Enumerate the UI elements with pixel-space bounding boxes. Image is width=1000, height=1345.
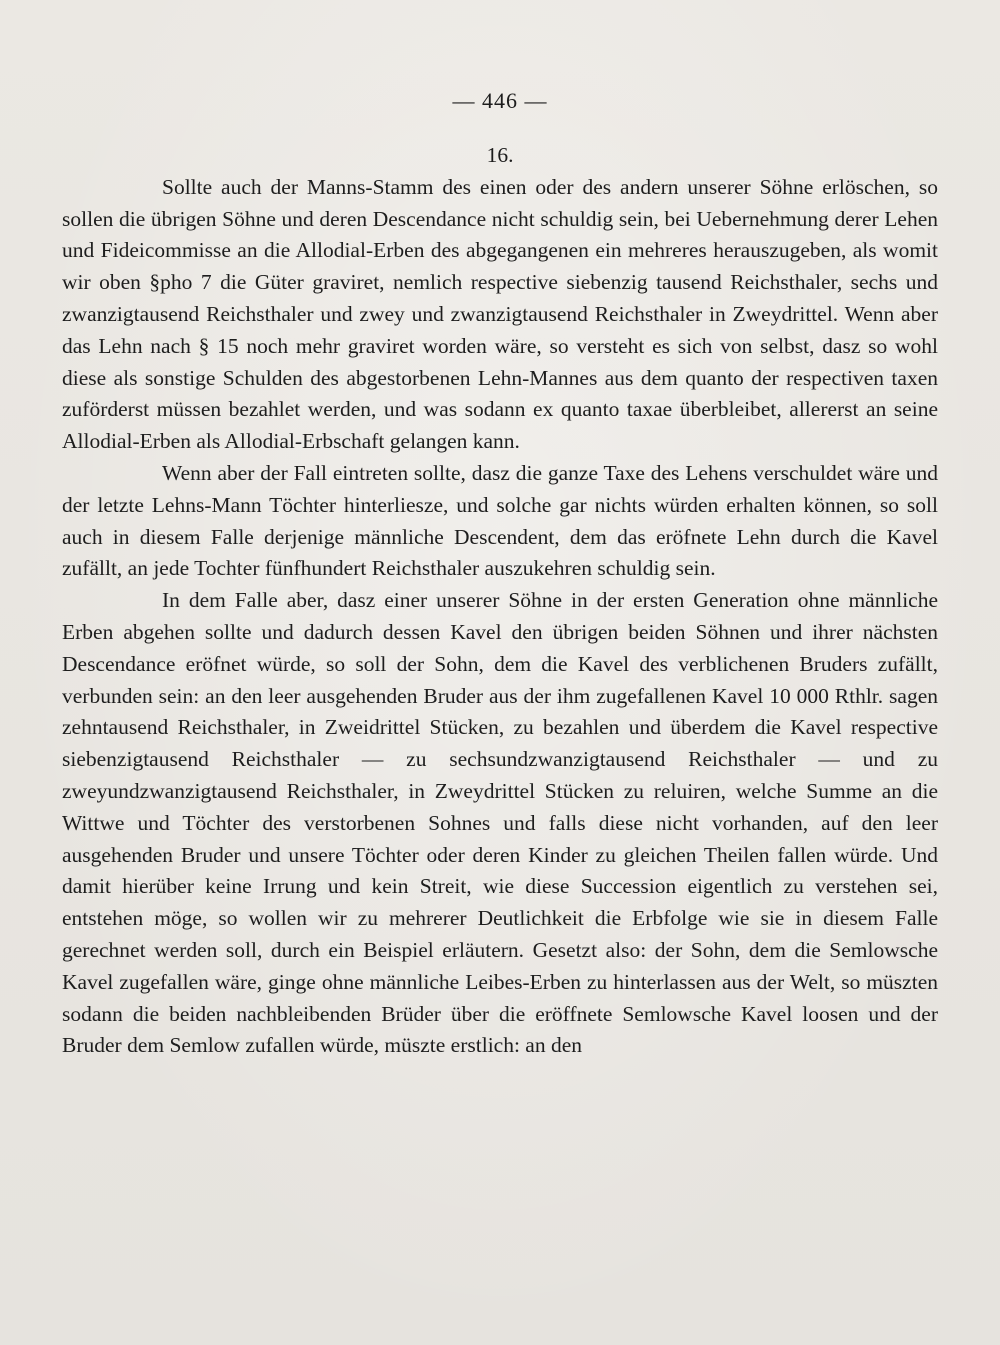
paragraph-2: Wenn aber der Fall eintreten sollte, dasz die ganze Taxe des Lehens verschuldet wäre und der letzte Lehns-Mann Töchter hinterliesze, und solche gar nichts würden erhalten können, so soll auch in diesem Falle derjenige männliche Descendent, dem das eröfnete Lehn durch die Kavel zufällt, an jede Tochter fünfhundert Reichsthaler auszukehren schuldig sein. — [62, 460, 938, 581]
page-number: — 446 — — [452, 88, 548, 113]
paragraph-3: In dem Falle aber, dasz einer unserer Söhne in der ersten Generation ohne männliche Erben abgehen sollte und dadurch dessen Kavel den übrigen beiden Söhnen und ihrer nächsten Descendance eröfnet würde, so soll der Sohn, dem die Kavel des verblichenen Bruders zufällt, verbunden sein: an den leer ausgehenden Bruder aus der ihm zugefallenen Kavel 10 000 Rthlr. sagen zehntausend Reichsthaler, in Zweidrittel Stücken, zu bezahlen und überdem die Kavel respective siebenzigtausend Reichsthaler — zu sechsundzwanzigtausend Reichsthaler — und zu zweyundzwanzigtausend Reichsthaler, in Zweydrittel Stücken zu reluiren, welche Summe an die Wittwe und Töchter des verstorbenen Sohnes und falls diese nicht vorhanden, auf den leer ausgehenden Bruder und unsere Töchter oder deren Kinder zu gleichen Theilen fallen würde. Und damit hierüber keine Irrung und kein Streit, wie diese Succession eigentlich zu verstehen sei, entstehen möge, so wollen wir zu mehrerer Deutlichkeit die Erbfolge wie sie in diesem Falle gerechnet werden soll, durch ein Beispiel erläutern. Gesetzt also: der Sohn, dem die Semlowsche Kavel zugefallen wäre, ginge ohne männliche Leibes-Erben zu hinterlassen aus der Welt, so müszten sodann die beiden nachbleibenden Brüder über die eröffnete Semlowsche Kavel loosen und der Bruder dem Semlow zufallen würde, müszte erstlich: an den — [62, 588, 938, 1058]
section-number: 16. — [486, 143, 514, 167]
body-text — [62, 140, 938, 1062]
paragraph-1: Sollte auch der Manns-Stamm des einen oder des andern unserer Söhne erlöschen, so sollen die übrigen Söhne und deren Descendance nicht schuldig sein, bei Uebernehmung derer Lehen und Fideicommisse an die Allodial-Erben des abgegangenen ein mehreres herauszugeben, als womit wir oben §pho 7 die Güter graviret, nemlich respective siebenzig tausend Reichsthaler, sechs und zwanzigtausend Reichsthaler und zwey und zwanzigtausend Reichsthaler in Zweydrittel. Wenn aber das Lehn nach § 15 noch mehr graviret worden wäre, so versteht es sich von selbst, dasz so wohl diese als sonstige Schulden des abgestorbenen Lehn-Mannes aus dem quanto der respectiven taxen zuförderst müssen bezahlet werden, und was sodann ex quanto taxae überbleibet, allererst an seine Allodial-Erben als Allodial-Erbschaft gelangen kann. — [62, 174, 938, 454]
